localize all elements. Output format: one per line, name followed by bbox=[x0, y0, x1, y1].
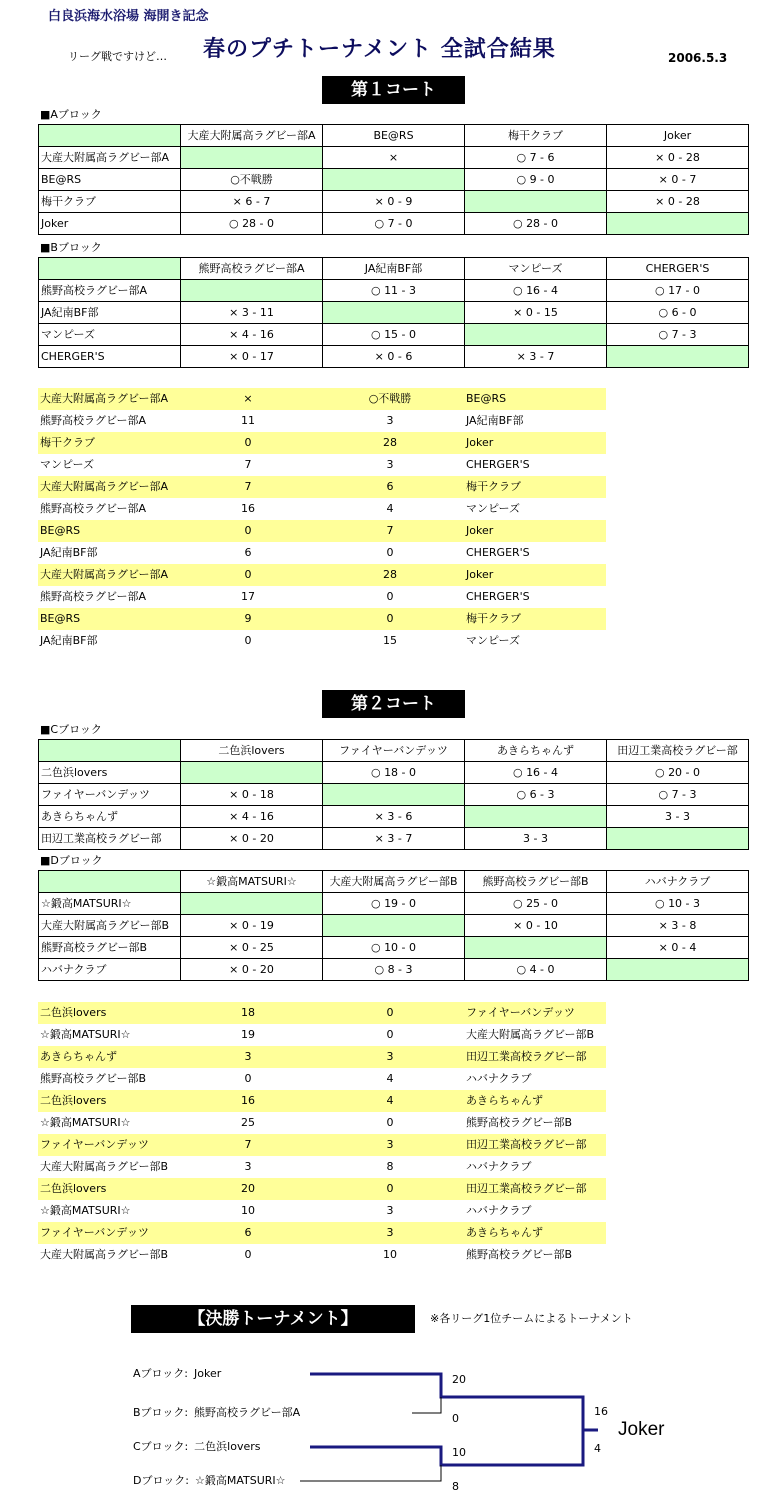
away-score: 6 bbox=[386, 480, 394, 493]
home-score: 20 bbox=[241, 1182, 255, 1195]
bracket-entry bbox=[133, 1367, 221, 1380]
home-team: 梅干クラブ bbox=[40, 436, 95, 449]
page-title: 春のプチトーナメント 全試合結果 bbox=[203, 37, 556, 62]
away-team: マンピーズ bbox=[466, 502, 521, 515]
score-cell: × 3 - 7 bbox=[465, 346, 607, 368]
away-team: Joker bbox=[466, 436, 494, 449]
away-score: 0 bbox=[386, 1182, 394, 1195]
score-cell: × 4 - 16 bbox=[181, 806, 323, 828]
bracket-block-label: Dブロック: bbox=[133, 1474, 189, 1487]
away-score: 4 bbox=[386, 1094, 394, 1107]
home-score: 0 bbox=[244, 568, 252, 581]
home-team: 熊野高校ラグビー部A bbox=[40, 590, 147, 603]
home-team: 二色浜lovers bbox=[40, 1094, 107, 1107]
score-cell: × 3 - 6 bbox=[323, 806, 465, 828]
result-row bbox=[38, 1024, 606, 1046]
corner-cell bbox=[39, 125, 181, 147]
table-row bbox=[39, 806, 749, 828]
bracket-team: 二色浜lovers bbox=[194, 1440, 261, 1453]
score-cell: ○ 28 - 0 bbox=[465, 213, 607, 235]
self-cell bbox=[607, 213, 749, 235]
score-cell: ○ 7 - 6 bbox=[465, 147, 607, 169]
score-cell: ○ 9 - 0 bbox=[465, 169, 607, 191]
score-cell: × 0 - 6 bbox=[323, 346, 465, 368]
column-header: ファイヤーバンデッツ bbox=[323, 740, 465, 762]
away-score: 4 bbox=[386, 1072, 394, 1085]
results-list bbox=[38, 388, 606, 652]
home-score: 9 bbox=[244, 612, 252, 625]
column-header: 大産大附属高ラグビー部B bbox=[323, 871, 465, 893]
home-team: 二色浜lovers bbox=[40, 1182, 107, 1195]
table-row bbox=[39, 324, 749, 346]
semi-score-bottom: 4 bbox=[594, 1442, 601, 1455]
column-header: CHERGER'S bbox=[607, 258, 749, 280]
away-team: CHERGER'S bbox=[466, 546, 530, 559]
self-cell bbox=[323, 302, 465, 324]
row-header: あきらちゃんず bbox=[39, 806, 181, 828]
row-header: 大産大附属高ラグビー部A bbox=[39, 147, 181, 169]
score-cell: ○ 16 - 4 bbox=[465, 762, 607, 784]
score-cell: ○ 20 - 0 bbox=[607, 762, 749, 784]
home-score: 6 bbox=[244, 1226, 252, 1239]
result-row bbox=[38, 432, 606, 454]
home-team: ☆鍛高MATSURI☆ bbox=[40, 1116, 131, 1129]
score-cell: × 0 - 25 bbox=[181, 937, 323, 959]
score-cell: ○ 7 - 3 bbox=[607, 324, 749, 346]
self-cell bbox=[465, 191, 607, 213]
result-row bbox=[38, 498, 606, 520]
bracket-line-b bbox=[412, 1397, 441, 1413]
row-header: 大産大附属高ラグビー部B bbox=[39, 915, 181, 937]
away-team: CHERGER'S bbox=[466, 458, 530, 471]
result-row bbox=[38, 410, 606, 432]
score-cell: × 0 - 7 bbox=[607, 169, 749, 191]
row-header: 熊野高校ラグビー部B bbox=[39, 937, 181, 959]
score-cell: × 0 - 15 bbox=[465, 302, 607, 324]
score-cell: × 0 - 19 bbox=[181, 915, 323, 937]
away-score: 7 bbox=[386, 524, 394, 537]
score-cell: ○ 28 - 0 bbox=[181, 213, 323, 235]
home-team: BE@RS bbox=[40, 524, 81, 537]
score-cell: × 3 - 8 bbox=[607, 915, 749, 937]
away-score: ○不戦勝 bbox=[368, 392, 412, 405]
away-score: 0 bbox=[386, 1006, 394, 1019]
home-team: JA紀南BF部 bbox=[40, 546, 98, 559]
block-label: ■Cブロック bbox=[40, 723, 102, 736]
home-score: 7 bbox=[244, 1138, 252, 1151]
column-header: BE@RS bbox=[323, 125, 465, 147]
self-cell bbox=[465, 937, 607, 959]
home-score: × bbox=[243, 392, 253, 405]
row-header: BE@RS bbox=[39, 169, 181, 191]
home-team: 二色浜lovers bbox=[40, 1006, 107, 1019]
score-cell: × 0 - 20 bbox=[181, 959, 323, 981]
header-row bbox=[39, 871, 749, 893]
home-team: マンピーズ bbox=[40, 458, 95, 471]
away-score: 0 bbox=[386, 1028, 394, 1041]
block-label: ■Aブロック bbox=[40, 108, 102, 121]
table-row bbox=[39, 346, 749, 368]
home-team: JA紀南BF部 bbox=[40, 634, 98, 647]
self-cell bbox=[323, 915, 465, 937]
column-header: 田辺工業高校ラグビー部 bbox=[607, 740, 749, 762]
home-score: 0 bbox=[244, 436, 252, 449]
result-row bbox=[38, 1178, 606, 1200]
column-header: ハバナクラブ bbox=[607, 871, 749, 893]
result-row bbox=[38, 1112, 606, 1134]
column-header: Joker bbox=[607, 125, 749, 147]
result-row bbox=[38, 1068, 606, 1090]
away-team: 梅干クラブ bbox=[466, 480, 521, 493]
score-cell: × 0 - 10 bbox=[465, 915, 607, 937]
home-score: 19 bbox=[241, 1028, 255, 1041]
score-cell: × 0 - 4 bbox=[607, 937, 749, 959]
self-cell bbox=[323, 169, 465, 191]
home-score: 16 bbox=[241, 1094, 255, 1107]
corner-cell bbox=[39, 258, 181, 280]
court1-heading: 第１コート bbox=[322, 76, 465, 104]
table-row bbox=[39, 915, 749, 937]
subtitle: リーグ戦ですけど… bbox=[68, 50, 167, 63]
away-score: 3 bbox=[386, 1050, 394, 1063]
column-header: 熊野高校ラグビー部A bbox=[181, 258, 323, 280]
score-cell: ○ 10 - 0 bbox=[323, 937, 465, 959]
table-row bbox=[39, 169, 749, 191]
column-header: 大産大附属高ラグビー部A bbox=[181, 125, 323, 147]
result-row bbox=[38, 388, 606, 410]
bracket-line-d bbox=[300, 1465, 441, 1481]
date: 2006.5.3 bbox=[668, 51, 728, 65]
score-cell: 3 - 3 bbox=[607, 806, 749, 828]
bracket-team: Joker bbox=[194, 1367, 222, 1380]
away-team: CHERGER'S bbox=[466, 590, 530, 603]
score-cell: × 0 - 20 bbox=[181, 828, 323, 850]
home-score: 7 bbox=[244, 480, 252, 493]
result-row bbox=[38, 1134, 606, 1156]
score-cell: ○ 6 - 0 bbox=[607, 302, 749, 324]
home-score: 3 bbox=[244, 1160, 252, 1173]
bracket-entry bbox=[133, 1406, 300, 1419]
away-score: 10 bbox=[383, 1248, 397, 1261]
league-table bbox=[38, 257, 749, 368]
table-row bbox=[39, 191, 749, 213]
away-team: 田辺工業高校ラグビー部 bbox=[466, 1138, 587, 1151]
away-team: 田辺工業高校ラグビー部 bbox=[466, 1050, 587, 1063]
score-cell: × bbox=[323, 147, 465, 169]
result-row bbox=[38, 608, 606, 630]
score-cell: ○ 18 - 0 bbox=[323, 762, 465, 784]
self-cell bbox=[181, 762, 323, 784]
final-note: ※各リーグ1位チームによるトーナメント bbox=[430, 1312, 633, 1325]
self-cell bbox=[607, 346, 749, 368]
home-team: 大産大附属高ラグビー部A bbox=[40, 480, 169, 493]
header-row bbox=[39, 740, 749, 762]
away-team: マンピーズ bbox=[466, 634, 521, 647]
away-score: 3 bbox=[386, 414, 394, 427]
row-header: 梅干クラブ bbox=[39, 191, 181, 213]
away-score: 3 bbox=[386, 458, 394, 471]
home-team: 大産大附属高ラグビー部B bbox=[40, 1248, 169, 1261]
score-cell: ○ 15 - 0 bbox=[323, 324, 465, 346]
home-score: 3 bbox=[244, 1050, 252, 1063]
bracket-line-c bbox=[310, 1430, 583, 1465]
result-row bbox=[38, 1222, 606, 1244]
home-score: 16 bbox=[241, 502, 255, 515]
table-row bbox=[39, 784, 749, 806]
score-cell: ○ 8 - 3 bbox=[323, 959, 465, 981]
score-cell: × 6 - 7 bbox=[181, 191, 323, 213]
column-header: 二色浜lovers bbox=[181, 740, 323, 762]
corner-cell bbox=[39, 740, 181, 762]
result-row bbox=[38, 1156, 606, 1178]
home-team: 大産大附属高ラグビー部B bbox=[40, 1160, 169, 1173]
header-row bbox=[39, 125, 749, 147]
result-row bbox=[38, 1200, 606, 1222]
row-header: マンピーズ bbox=[39, 324, 181, 346]
result-row bbox=[38, 454, 606, 476]
bracket-entry bbox=[133, 1474, 286, 1487]
score-cell: × 0 - 18 bbox=[181, 784, 323, 806]
row-header: 田辺工業高校ラグビー部 bbox=[39, 828, 181, 850]
row-header: ☆鍛高MATSURI☆ bbox=[39, 893, 181, 915]
home-score: 17 bbox=[241, 590, 255, 603]
champion: Joker bbox=[618, 1419, 665, 1440]
bracket-score: 8 bbox=[452, 1480, 459, 1493]
home-score: 0 bbox=[244, 1072, 252, 1085]
away-team: Joker bbox=[466, 568, 494, 581]
self-cell bbox=[607, 828, 749, 850]
self-cell bbox=[465, 806, 607, 828]
score-cell: × 0 - 17 bbox=[181, 346, 323, 368]
home-team: BE@RS bbox=[40, 612, 81, 625]
score-cell: ○ 16 - 4 bbox=[465, 280, 607, 302]
bracket-team: ☆鍛高MATSURI☆ bbox=[194, 1474, 286, 1487]
court2-heading: 第２コート bbox=[322, 690, 465, 718]
away-score: 28 bbox=[383, 568, 397, 581]
result-row bbox=[38, 564, 606, 586]
home-team: ☆鍛高MATSURI☆ bbox=[40, 1028, 131, 1041]
row-header: JA紀南BF部 bbox=[39, 302, 181, 324]
block-label: ■Bブロック bbox=[40, 241, 102, 254]
away-score: 15 bbox=[383, 634, 397, 647]
row-header: CHERGER'S bbox=[39, 346, 181, 368]
home-team: 熊野高校ラグビー部A bbox=[40, 502, 147, 515]
row-header: ハバナクラブ bbox=[39, 959, 181, 981]
away-score: 0 bbox=[386, 590, 394, 603]
corner-cell bbox=[39, 871, 181, 893]
score-cell: ○ 11 - 3 bbox=[323, 280, 465, 302]
home-team: あきらちゃんず bbox=[40, 1050, 117, 1063]
row-header: Joker bbox=[39, 213, 181, 235]
away-score: 8 bbox=[386, 1160, 394, 1173]
away-score: 28 bbox=[383, 436, 397, 449]
table-row bbox=[39, 893, 749, 915]
score-cell: ○ 7 - 0 bbox=[323, 213, 465, 235]
table-row bbox=[39, 762, 749, 784]
score-cell: × 3 - 11 bbox=[181, 302, 323, 324]
score-cell: × 0 - 9 bbox=[323, 191, 465, 213]
score-cell: ○ 25 - 0 bbox=[465, 893, 607, 915]
score-cell: ○ 17 - 0 bbox=[607, 280, 749, 302]
column-header: 梅干クラブ bbox=[465, 125, 607, 147]
away-score: 0 bbox=[386, 1116, 394, 1129]
score-cell: 3 - 3 bbox=[465, 828, 607, 850]
row-header: 熊野高校ラグビー部A bbox=[39, 280, 181, 302]
away-score: 0 bbox=[386, 612, 394, 625]
away-team: 梅干クラブ bbox=[466, 612, 521, 625]
row-header: ファイヤーバンデッツ bbox=[39, 784, 181, 806]
home-score: 11 bbox=[241, 414, 255, 427]
score-cell: ○不戦勝 bbox=[181, 169, 323, 191]
home-score: 7 bbox=[244, 458, 252, 471]
score-cell: ○ 10 - 3 bbox=[607, 893, 749, 915]
away-team: BE@RS bbox=[466, 392, 507, 405]
away-team: 熊野高校ラグビー部B bbox=[466, 1116, 573, 1129]
away-team: ファイヤーバンデッツ bbox=[466, 1006, 576, 1019]
score-cell: ○ 19 - 0 bbox=[323, 893, 465, 915]
bracket-entry bbox=[133, 1440, 261, 1453]
away-score: 4 bbox=[386, 502, 394, 515]
home-team: 熊野高校ラグビー部B bbox=[40, 1072, 147, 1085]
away-score: 3 bbox=[386, 1226, 394, 1239]
score-cell: × 4 - 16 bbox=[181, 324, 323, 346]
home-score: 6 bbox=[244, 546, 252, 559]
away-score: 3 bbox=[386, 1138, 394, 1151]
result-row bbox=[38, 1046, 606, 1068]
home-score: 0 bbox=[244, 634, 252, 647]
result-row bbox=[38, 542, 606, 564]
league-table bbox=[38, 870, 749, 981]
home-team: ファイヤーバンデッツ bbox=[40, 1226, 150, 1239]
bracket-block-label: Aブロック: bbox=[133, 1367, 189, 1380]
result-row bbox=[38, 476, 606, 498]
score-cell: × 0 - 28 bbox=[607, 191, 749, 213]
results-list bbox=[38, 1002, 606, 1266]
bracket-score: 0 bbox=[452, 1412, 459, 1425]
bracket-score: 10 bbox=[452, 1446, 466, 1459]
score-cell: × 0 - 28 bbox=[607, 147, 749, 169]
row-header: 二色浜lovers bbox=[39, 762, 181, 784]
result-row bbox=[38, 1090, 606, 1112]
self-cell bbox=[181, 147, 323, 169]
result-row bbox=[38, 586, 606, 608]
final-tournament-heading: 【決勝トーナメント】 bbox=[131, 1305, 415, 1333]
bracket-block-label: Cブロック: bbox=[133, 1440, 189, 1453]
home-score: 10 bbox=[241, 1204, 255, 1217]
away-score: 3 bbox=[386, 1204, 394, 1217]
column-header: マンピーズ bbox=[465, 258, 607, 280]
venue-title: 白良浜海水浴場 海開き記念 bbox=[48, 9, 209, 24]
self-cell bbox=[323, 784, 465, 806]
score-cell: ○ 7 - 3 bbox=[607, 784, 749, 806]
result-row bbox=[38, 1244, 606, 1266]
away-team: あきらちゃんず bbox=[466, 1094, 543, 1107]
result-row bbox=[38, 630, 606, 652]
column-header: ☆鍛高MATSURI☆ bbox=[181, 871, 323, 893]
table-row bbox=[39, 302, 749, 324]
away-team: 熊野高校ラグビー部B bbox=[466, 1248, 573, 1261]
self-cell bbox=[607, 959, 749, 981]
away-team: 田辺工業高校ラグビー部 bbox=[466, 1182, 587, 1195]
block-label: ■Dブロック bbox=[40, 854, 103, 867]
home-score: 0 bbox=[244, 1248, 252, 1261]
away-team: ハバナクラブ bbox=[466, 1204, 532, 1217]
away-score: 0 bbox=[386, 546, 394, 559]
column-header: JA紀南BF部 bbox=[323, 258, 465, 280]
table-row bbox=[39, 828, 749, 850]
self-cell bbox=[181, 893, 323, 915]
table-row bbox=[39, 280, 749, 302]
table-row bbox=[39, 937, 749, 959]
table-row bbox=[39, 213, 749, 235]
score-cell: ○ 6 - 3 bbox=[465, 784, 607, 806]
bracket-score: 20 bbox=[452, 1373, 466, 1386]
home-score: 25 bbox=[241, 1116, 255, 1129]
league-table bbox=[38, 739, 749, 850]
away-team: 大産大附属高ラグビー部B bbox=[466, 1028, 595, 1041]
away-team: ハバナクラブ bbox=[466, 1072, 532, 1085]
result-row bbox=[38, 520, 606, 542]
bracket-block-label: Bブロック: bbox=[133, 1406, 189, 1419]
away-team: ハバナクラブ bbox=[466, 1160, 532, 1173]
self-cell bbox=[181, 280, 323, 302]
table-row bbox=[39, 959, 749, 981]
semi-score-top: 16 bbox=[594, 1405, 608, 1418]
bracket-team: 熊野高校ラグビー部A bbox=[194, 1406, 301, 1419]
column-header: あきらちゃんず bbox=[465, 740, 607, 762]
home-team: ☆鍛高MATSURI☆ bbox=[40, 1204, 131, 1217]
result-row bbox=[38, 1002, 606, 1024]
away-team: Joker bbox=[466, 524, 494, 537]
away-team: あきらちゃんず bbox=[466, 1226, 543, 1239]
home-team: 大産大附属高ラグビー部A bbox=[40, 392, 169, 405]
home-team: ファイヤーバンデッツ bbox=[40, 1138, 150, 1151]
score-cell: × 3 - 7 bbox=[323, 828, 465, 850]
home-team: 熊野高校ラグビー部A bbox=[40, 414, 147, 427]
home-score: 18 bbox=[241, 1006, 255, 1019]
away-team: JA紀南BF部 bbox=[466, 414, 524, 427]
home-score: 0 bbox=[244, 524, 252, 537]
self-cell bbox=[465, 324, 607, 346]
table-row bbox=[39, 147, 749, 169]
league-table bbox=[38, 124, 749, 235]
header-row bbox=[39, 258, 749, 280]
home-team: 大産大附属高ラグビー部A bbox=[40, 568, 169, 581]
score-cell: ○ 4 - 0 bbox=[465, 959, 607, 981]
column-header: 熊野高校ラグビー部B bbox=[465, 871, 607, 893]
